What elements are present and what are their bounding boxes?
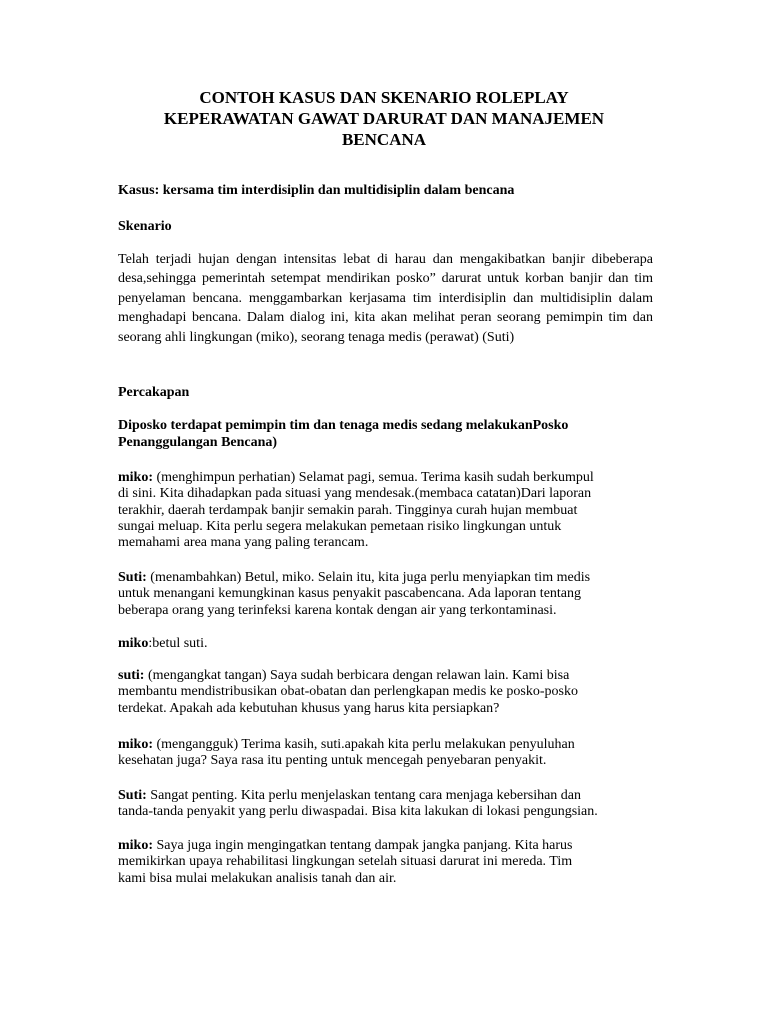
dialogue-turn-miko	[118, 838, 653, 887]
dialogue-line	[118, 570, 653, 586]
scenario-line: interdisiplin dan multidisiplin dalam menghadapi bencana. Dalam dialog ini, kita akan	[118, 290, 654, 326]
dialogue-line: di sini. Kita dihadapkan pada situasi yang mendesak.(membaca catatan)Dari laporan	[118, 486, 592, 502]
scenario-line: melihat peran seorang pemimpin tim dan seorang ahli lingkungan (miko), seorang	[118, 310, 653, 345]
dialogue-line: kami bisa mulai melakukan analisis tanah dan air.	[118, 870, 397, 886]
dialogue-line: terdekat. Apakah ada kebutuhan khusus yang harus kita persiapkan?	[118, 700, 500, 716]
title-line: CONTOH KASUS DAN SKENARIO ROLEPLAY	[199, 88, 569, 107]
dialogue-line	[118, 668, 653, 684]
setting-line: Penanggulangan Bencana)	[118, 435, 278, 450]
speaker-name: miko:	[118, 838, 153, 853]
scenario-line: tenaga medis (perawat) (Suti)	[348, 329, 515, 345]
speaker-name: suti:	[118, 668, 145, 683]
dialogue-line	[118, 737, 653, 753]
dialogue-turn-suti	[118, 668, 653, 717]
dialogue-turn-suti	[118, 788, 653, 821]
dialogue-turn-miko	[118, 737, 653, 770]
document-title	[118, 87, 650, 150]
dialogue-turn-suti	[118, 570, 653, 619]
setting-line: Diposko terdapat pemimpin tim dan tenaga medis sedang melakukanPosko	[118, 418, 569, 433]
scenario-paragraph	[118, 250, 653, 347]
speaker-name: Suti:	[118, 788, 147, 803]
dialogue-line: memikirkan upaya rehabilitasi lingkungan setelah situasi darurat ini mereda. Tim	[118, 854, 573, 870]
setting-description	[118, 417, 653, 451]
dialogue-text: (menambahkan) Betul, miko. Selain itu, kita juga perlu menyiapkan tim medis	[146, 570, 591, 585]
dialogue-line: kesehatan juga? Saya rasa itu penting untuk mencegah penyebaran penyakit.	[118, 753, 547, 769]
dialogue-text: Saya juga ingin mengingatkan tentang dampak jangka panjang. Kita harus	[153, 838, 573, 853]
dialogue-line	[118, 470, 653, 486]
dialogue-turn-miko	[118, 470, 653, 551]
dialogue-line	[118, 788, 653, 804]
scenario-heading: Skenario	[118, 219, 172, 234]
dialogue-turn-miko	[118, 636, 653, 652]
conversation-heading: Percakapan	[118, 385, 190, 400]
speaker-name: Suti:	[118, 570, 147, 585]
title-line: KEPERAWATAN GAWAT DARURAT DAN MANAJEMEN	[163, 109, 605, 128]
scenario-line: Telah terjadi hujan dengan intensitas lebat di harau dan mengakibatkan banjir	[118, 252, 585, 267]
dialogue-line: membantu mendistribusikan obat-obatan dan perlengkapan medis ke posko-posko	[118, 684, 578, 700]
dialogue-text: Sangat penting. Kita perlu menjelaskan tentang cara menjaga kebersihan dan	[146, 788, 582, 803]
dialogue-text: (menghimpun perhatian) Selamat pagi, semua. Terima kasih sudah berkumpul	[153, 470, 594, 485]
dialogue-line: sungai meluap. Kita perlu segera melakukan pemetaan risiko lingkungan untuk	[118, 518, 562, 534]
case-heading: Kasus: kersama tim interdisiplin dan multidisiplin dalam bencana	[118, 183, 515, 198]
dialogue-line: terakhir, daerah terdampak banjir semakin parah. Tingginya curah hujan membuat	[118, 502, 578, 518]
dialogue-text: :betul suti.	[148, 636, 208, 651]
dialogue-line: beberapa orang yang terinfeksi karena kontak dengan air yang terkontaminasi.	[118, 602, 557, 618]
speaker-name: miko	[118, 636, 149, 651]
speaker-name: miko:	[118, 470, 153, 485]
speaker-name: miko:	[118, 737, 153, 752]
scenario-line: dibeberapa desa,sehingga pemerintah setempat mendirikan posko” darurat untuk	[118, 252, 653, 287]
title-line: BENCANA	[341, 130, 427, 149]
dialogue-line: memahami area mana yang paling terancam.	[118, 535, 369, 551]
scenario-line: korban banjir dan tim penyelaman bencana. menggambarkan kerjasama tim	[118, 271, 653, 306]
dialogue-line	[118, 838, 653, 854]
dialogue-text: (mengangguk) Terima kasih, suti.apakah kita perlu melakukan penyuluhan	[153, 737, 575, 752]
dialogue-line: tanda-tanda penyakit yang perlu diwaspadai. Bisa kita lakukan di lokasi pengungsian.	[118, 804, 598, 820]
dialogue-line: untuk menangani kemungkinan kasus penyakit pascabencana. Ada laporan tentang	[118, 586, 582, 602]
dialogue-line	[118, 636, 653, 652]
dialogue-text: (mengangkat tangan) Saya sudah berbicara dengan relawan lain. Kami bisa	[144, 668, 570, 683]
